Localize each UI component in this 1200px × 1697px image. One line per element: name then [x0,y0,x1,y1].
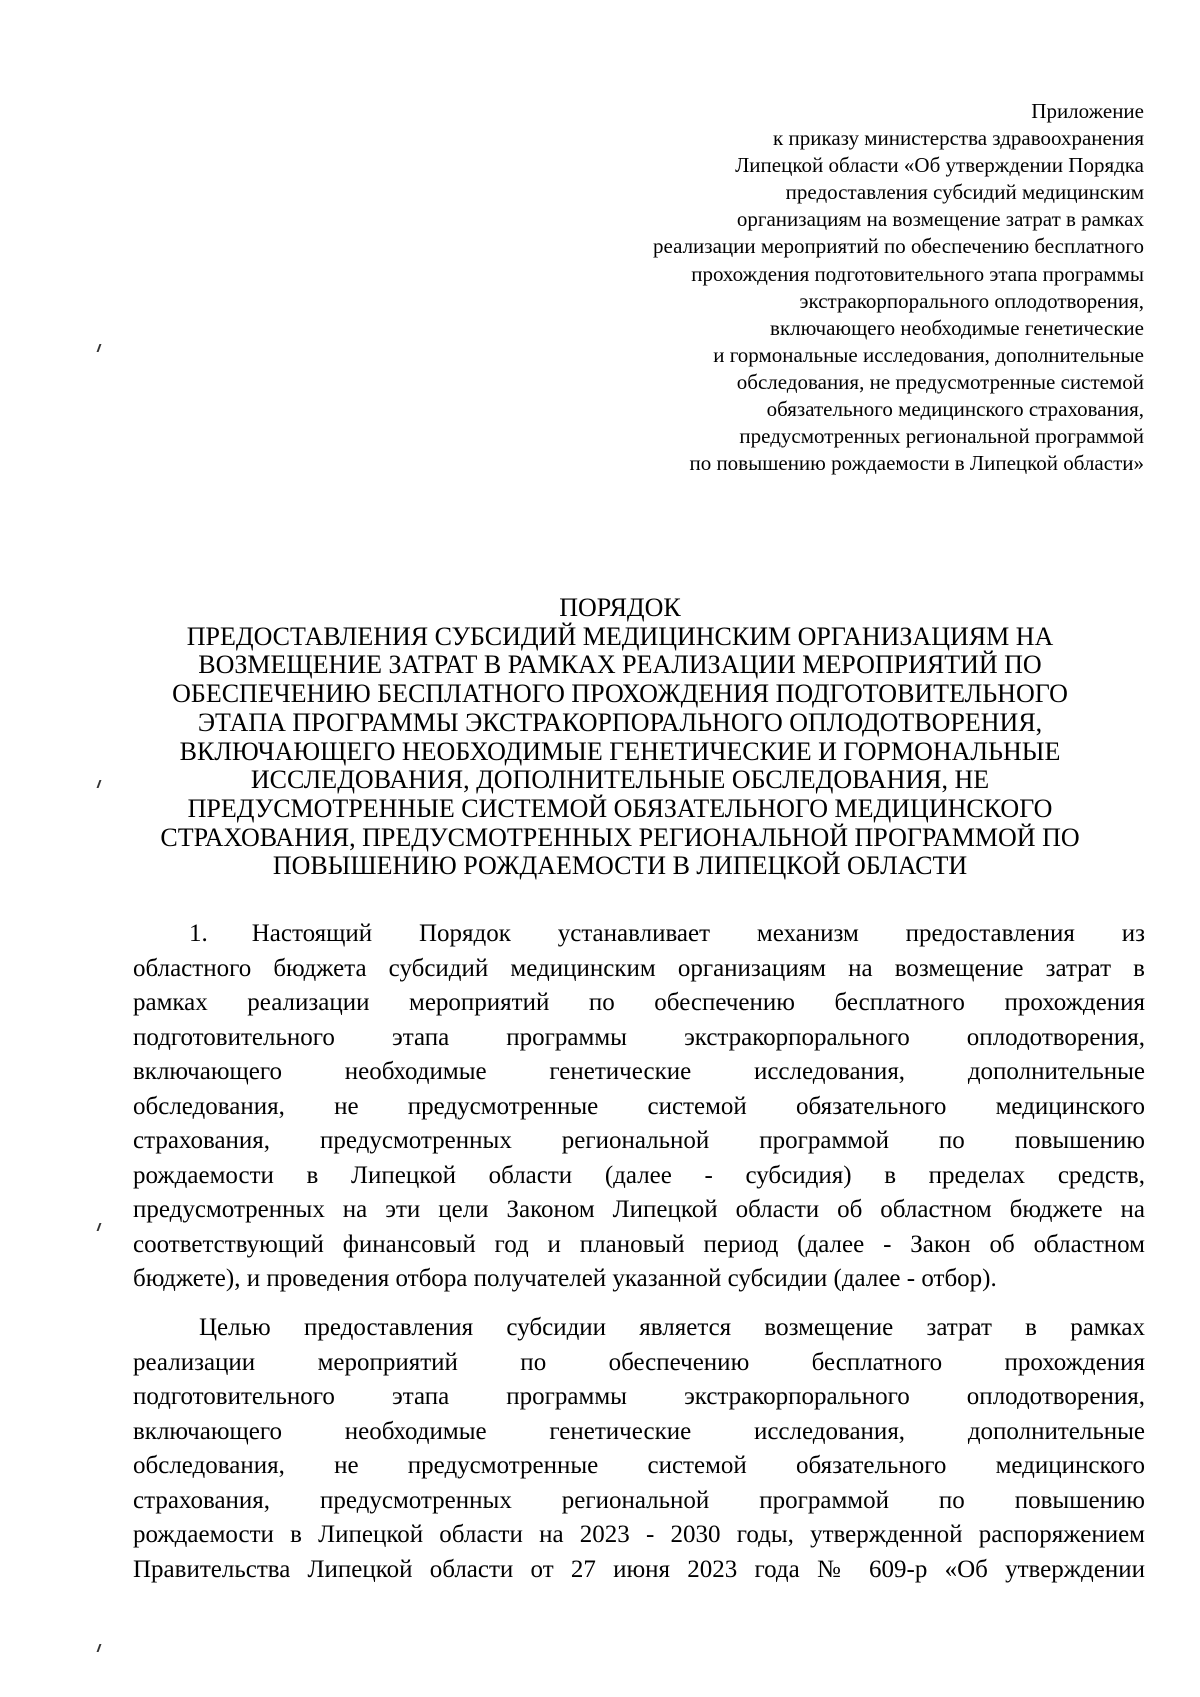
paragraph-2 [133,1311,1145,1587]
paragraph-line: рамках реализации мероприятий по обеспечению бесплатного прохождения [133,989,1145,1016]
paragraph-line: подготовительного этапа программы экстракорпорального оплодотворения, [133,1023,1145,1051]
paragraph-1 [133,917,1145,1297]
appendix-line: прохождения подготовительного этапа программы [691,261,1144,286]
paragraph-line: предусмотренных на эти цели Законом Липецкой области об областном бюджете на [133,1196,1145,1223]
appendix-line: организациям на возмещение затрат в рамках [736,207,1144,232]
paragraph-first-line [133,917,1145,952]
appendix-line: реализации мероприятий по обеспечению бесплатного [653,234,1144,259]
appendix-header [504,98,1144,477]
title-line: ОБЕСПЕЧЕНИЮ БЕСПЛАТНОГО ПРОХОЖДЕНИЯ ПОДГОТОВИТЕЛЬНОГО [172,679,1068,709]
scan-mark [97,780,102,788]
paragraph-line: соответствующий финансовый год и плановый период (далее - Закон об областном [133,1230,1145,1258]
title-line: ЭТАПА ПРОГРАММЫ ЭКСТРАКОРПОРАЛЬНОГО ОПЛОДОТВОРЕНИЯ, [197,707,1043,737]
appendix-line: экстракорпорального оплодотворения, [799,288,1144,313]
paragraph-line: бюджете), и проведения отбора получателей указанной субсидии (далее - отбор). [133,1265,997,1292]
paragraph-line: областного бюджета субсидий медицинским организациям на возмещение затрат в [133,954,1145,982]
appendix-line: и гормональные исследования, дополнительные [713,342,1144,367]
appendix-line: предоставления субсидий медицинским [785,180,1144,205]
appendix-line: к приказу министерства здравоохранения [773,126,1144,151]
paragraph-line: Настоящий Порядок устанавливает механизм предоставления из [251,920,1145,947]
title-line: ПРЕДУСМОТРЕННЫЕ СИСТЕМОЙ ОБЯЗАТЕЛЬНОГО МЕДИЦИНСКОГО [187,793,1053,823]
paragraph-line: страхования, предусмотренных региональной программой по повышению [133,1486,1145,1514]
appendix-line: включающего необходимые генетические [770,315,1144,340]
paragraph-line: рождаемости в Липецкой области на 2023 - 2030 годы, утвержденной распоряжением [133,1521,1145,1548]
title-line: ВОЗМЕЩЕНИЕ ЗАТРАТ В РАМКАХ РЕАЛИЗАЦИИ МЕРОПРИЯТИЙ ПО [198,650,1042,680]
appendix-line: Приложение [1031,99,1144,123]
title-line: ВКЛЮЧАЮЩЕГО НЕОБХОДИМЫЕ ГЕНЕТИЧЕСКИЕ И ГОРМОНАЛЬНЫЕ [179,736,1061,766]
paragraph-line: рождаемости в Липецкой области (далее - субсидия) в пределах средств, [133,1161,1145,1189]
title-line: ПОВЫШЕНИЮ РОЖДАЕМОСТИ В ЛИПЕЦКОЙ ОБЛАСТИ [272,851,968,881]
paragraph-line: включающего необходимые генетические исследования, дополнительные [133,1058,1145,1085]
title-line: ПОРЯДОК [559,593,681,622]
paragraph-line: подготовительного этапа программы экстракорпорального оплодотворения, [133,1383,1145,1410]
title-line: СТРАХОВАНИЯ, ПРЕДУСМОТРЕННЫХ РЕГИОНАЛЬНОЙ ПРОГРАММОЙ ПО [160,822,1080,852]
appendix-line: предусмотренных региональной программой [739,424,1144,449]
scan-mark [97,1223,102,1231]
scan-mark [97,344,102,352]
document-title [120,594,1120,881]
paragraph-line: реализации мероприятий по обеспечению бесплатного прохождения [133,1348,1145,1376]
appendix-line: по повышению рождаемости в Липецкой области» [689,451,1144,476]
paragraph-line: обследования, не предусмотренные системой обязательного медицинского [133,1452,1145,1479]
paragraph-line: Целью предоставления субсидии является возмещение затрат в рамках [199,1314,1145,1341]
item-number: 1. [189,920,208,947]
paragraph-line: обследования, не предусмотренные системой обязательного медицинского [133,1092,1145,1120]
paragraph-line: Правительства Липецкой области от 27 июня 2023 года № 609-р «Об утверждении [133,1555,1145,1583]
appendix-line: обязательного медицинского страхования, [766,397,1144,422]
appendix-line: обследования, не предусмотренные системой [736,369,1144,394]
title-line: ИССЛЕДОВАНИЯ, ДОПОЛНИТЕЛЬНЫЕ ОБСЛЕДОВАНИЯ, НЕ [250,765,990,795]
paragraph-line: включающего необходимые генетические исследования, дополнительные [133,1417,1145,1445]
paragraph-line: страхования, предусмотренных региональной программой по повышению [133,1127,1145,1154]
scan-mark [97,1644,102,1652]
appendix-line: Липецкой области «Об утверждении Порядка [735,153,1144,178]
title-line: ПРЕДОСТАВЛЕНИЯ СУБСИДИЙ МЕДИЦИНСКИМ ОРГАНИЗАЦИЯМ НА [186,621,1054,651]
